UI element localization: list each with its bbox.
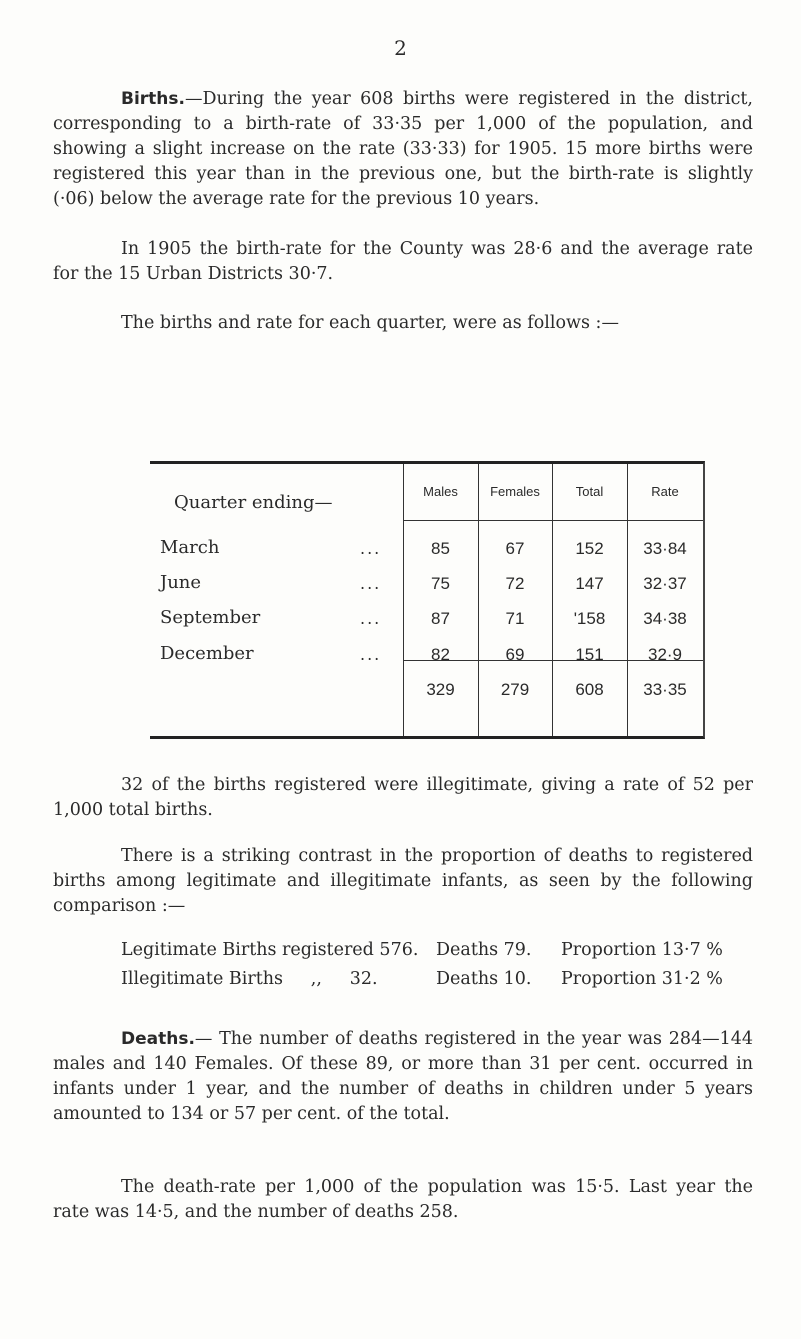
contrast-paragraph: There is a striking contrast in the proportion of deaths to registered births among legitimate and illegitimate infants, as seen by the following comparison :— (53, 846, 753, 916)
header-males: Males (423, 484, 458, 499)
deaths-text: — The number of deaths registered in the year was 284—144 males and 140 Females. Of these 89, or more than 31 per cent. occurred in infants under 1 year, and the number of deaths in children under 5 years amounted to 134 or 57 per cent. of the total. (53, 1029, 753, 1124)
row-females: 71 (505, 609, 525, 628)
row-males: 85 (431, 539, 450, 558)
header-quarter: Quarter ending— (174, 492, 333, 513)
comparison-label: Illegitimate Births ,, 32. (121, 969, 378, 989)
header-females: Females (490, 484, 540, 499)
row-females: 69 (505, 645, 525, 664)
row-rate: 34·38 (643, 609, 687, 628)
births-paragraph (53, 87, 753, 212)
row-rate: 32·37 (643, 574, 687, 593)
row-total: 147 (575, 574, 604, 593)
births-text: —During the year 608 births were registered in the district, corresponding to a birth-rate of 33·35 per 1,000 of the population, and showing a slight increase on the rate (33·33) for 1905. 15 more births were registered this year than in the previous one, but the birth-rate is slightly (·06) below the average rate for the previous 10 years. (53, 89, 753, 209)
page-number: 2 (394, 36, 407, 60)
row-dots: ... (360, 645, 382, 664)
row-males: 87 (431, 609, 450, 628)
births-by-quarter-table (150, 461, 705, 739)
total-rate: 33·35 (643, 680, 687, 699)
row-females: 67 (505, 539, 525, 558)
total-females: 279 (500, 680, 530, 699)
row-total: 152 (575, 539, 604, 558)
illegitimate-paragraph: 32 of the births registered were illegitimate, giving a rate of 52 per 1,000 total births. (53, 775, 753, 820)
row-quarter: December (160, 643, 254, 664)
comparison-label: Legitimate Births registered 576. (121, 940, 419, 960)
row-dots: ... (360, 574, 382, 593)
death-rate-paragraph: The death-rate per 1,000 of the population was 15·5. Last year the rate was 14·5, and the number of deaths 258. (53, 1177, 753, 1222)
county-paragraph: In 1905 the birth-rate for the County was 28·6 and the average rate for the 15 Urban Districts 30·7. (53, 239, 753, 284)
deaths-heading: Deaths. (121, 1029, 195, 1049)
row-dots: ... (360, 539, 382, 558)
row-dots: ... (360, 609, 382, 628)
quarter-intro: The births and rate for each quarter, were as follows :— (121, 313, 619, 333)
comparison-proportion: Proportion 31·2 % (561, 969, 723, 989)
row-females: 72 (505, 574, 525, 593)
row-total: '158 (573, 609, 606, 628)
row-quarter: March (160, 537, 220, 558)
deaths-paragraph (53, 1027, 753, 1127)
comparison-deaths: Deaths 79. (436, 940, 532, 960)
header-rule (403, 520, 703, 521)
header-total: Total (575, 484, 604, 499)
births-heading: Births. (121, 89, 185, 109)
row-total: 151 (575, 645, 604, 664)
row-rate: 32·9 (647, 645, 683, 664)
row-quarter: June (160, 572, 202, 593)
comparison-deaths: Deaths 10. (436, 969, 532, 989)
row-quarter: September (160, 607, 261, 628)
row-rate: 33·84 (643, 539, 687, 558)
total-males: 329 (426, 680, 455, 699)
comparison-proportion: Proportion 13·7 % (561, 940, 723, 960)
row-males: 82 (431, 645, 450, 664)
header-rate: Rate (651, 484, 679, 499)
row-males: 75 (431, 574, 450, 593)
total-total: 608 (575, 680, 604, 699)
